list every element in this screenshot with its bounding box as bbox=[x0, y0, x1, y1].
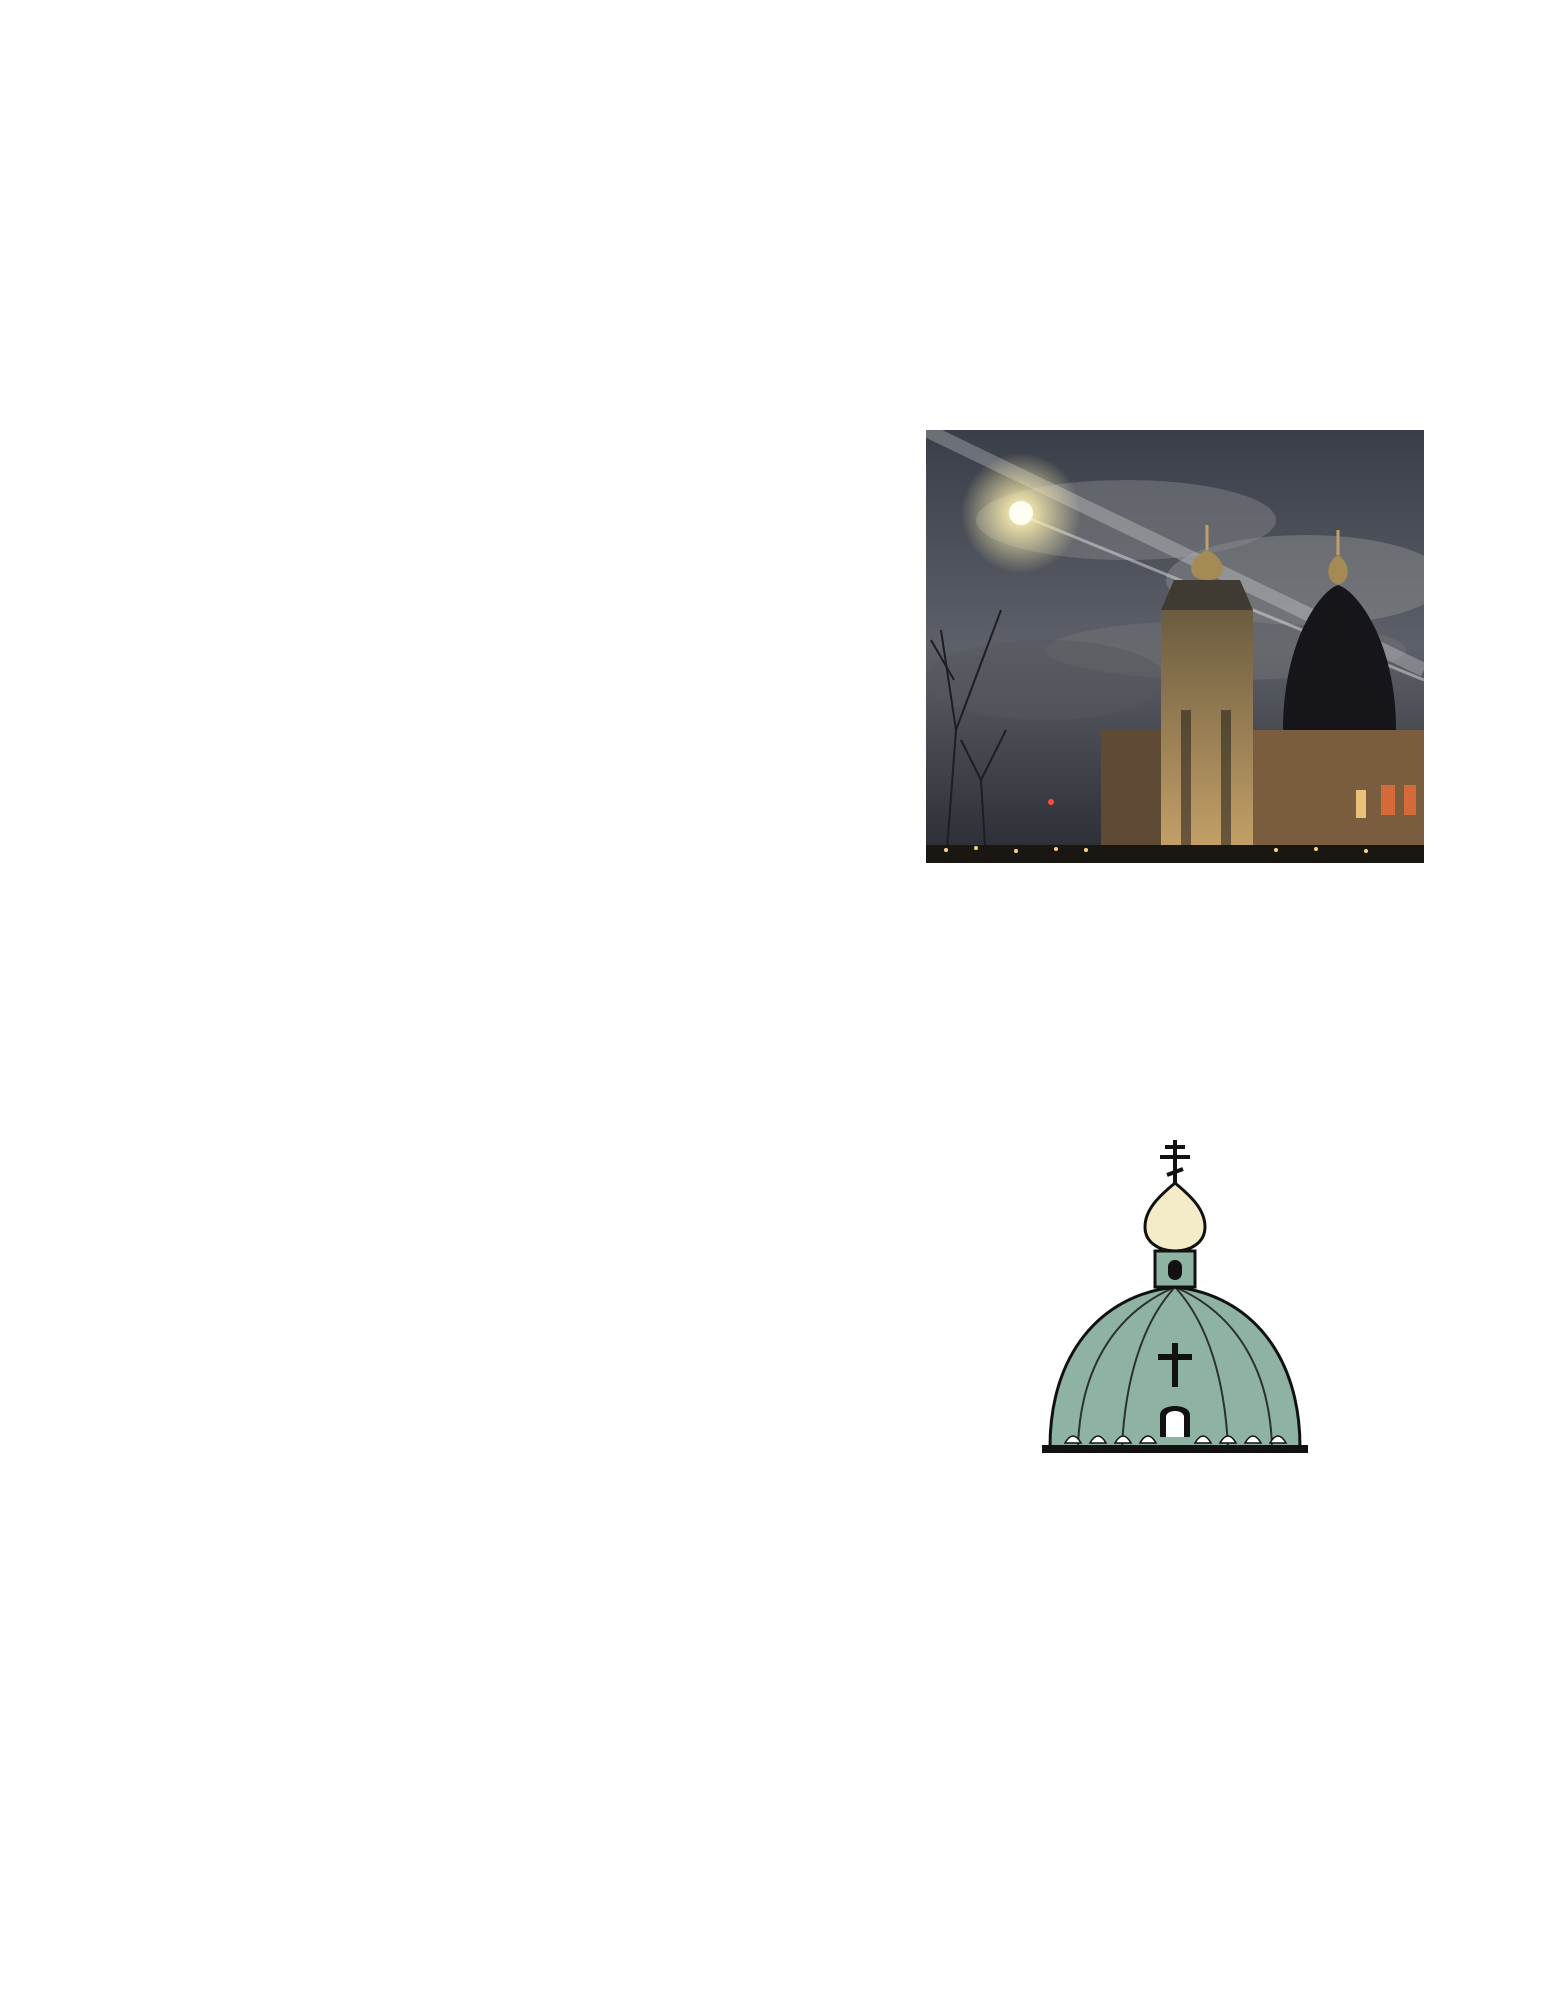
wave-decoration-top bbox=[900, 0, 1545, 470]
wave-decoration-bottom bbox=[0, 1740, 360, 2000]
signoff bbox=[172, 495, 792, 550]
orthodox-cross-icon bbox=[1160, 1140, 1190, 1185]
onion-dome-icon bbox=[1145, 1183, 1205, 1251]
parish-logo bbox=[990, 1125, 1370, 1485]
church-night-photo bbox=[926, 430, 1424, 863]
note-body bbox=[172, 440, 792, 550]
